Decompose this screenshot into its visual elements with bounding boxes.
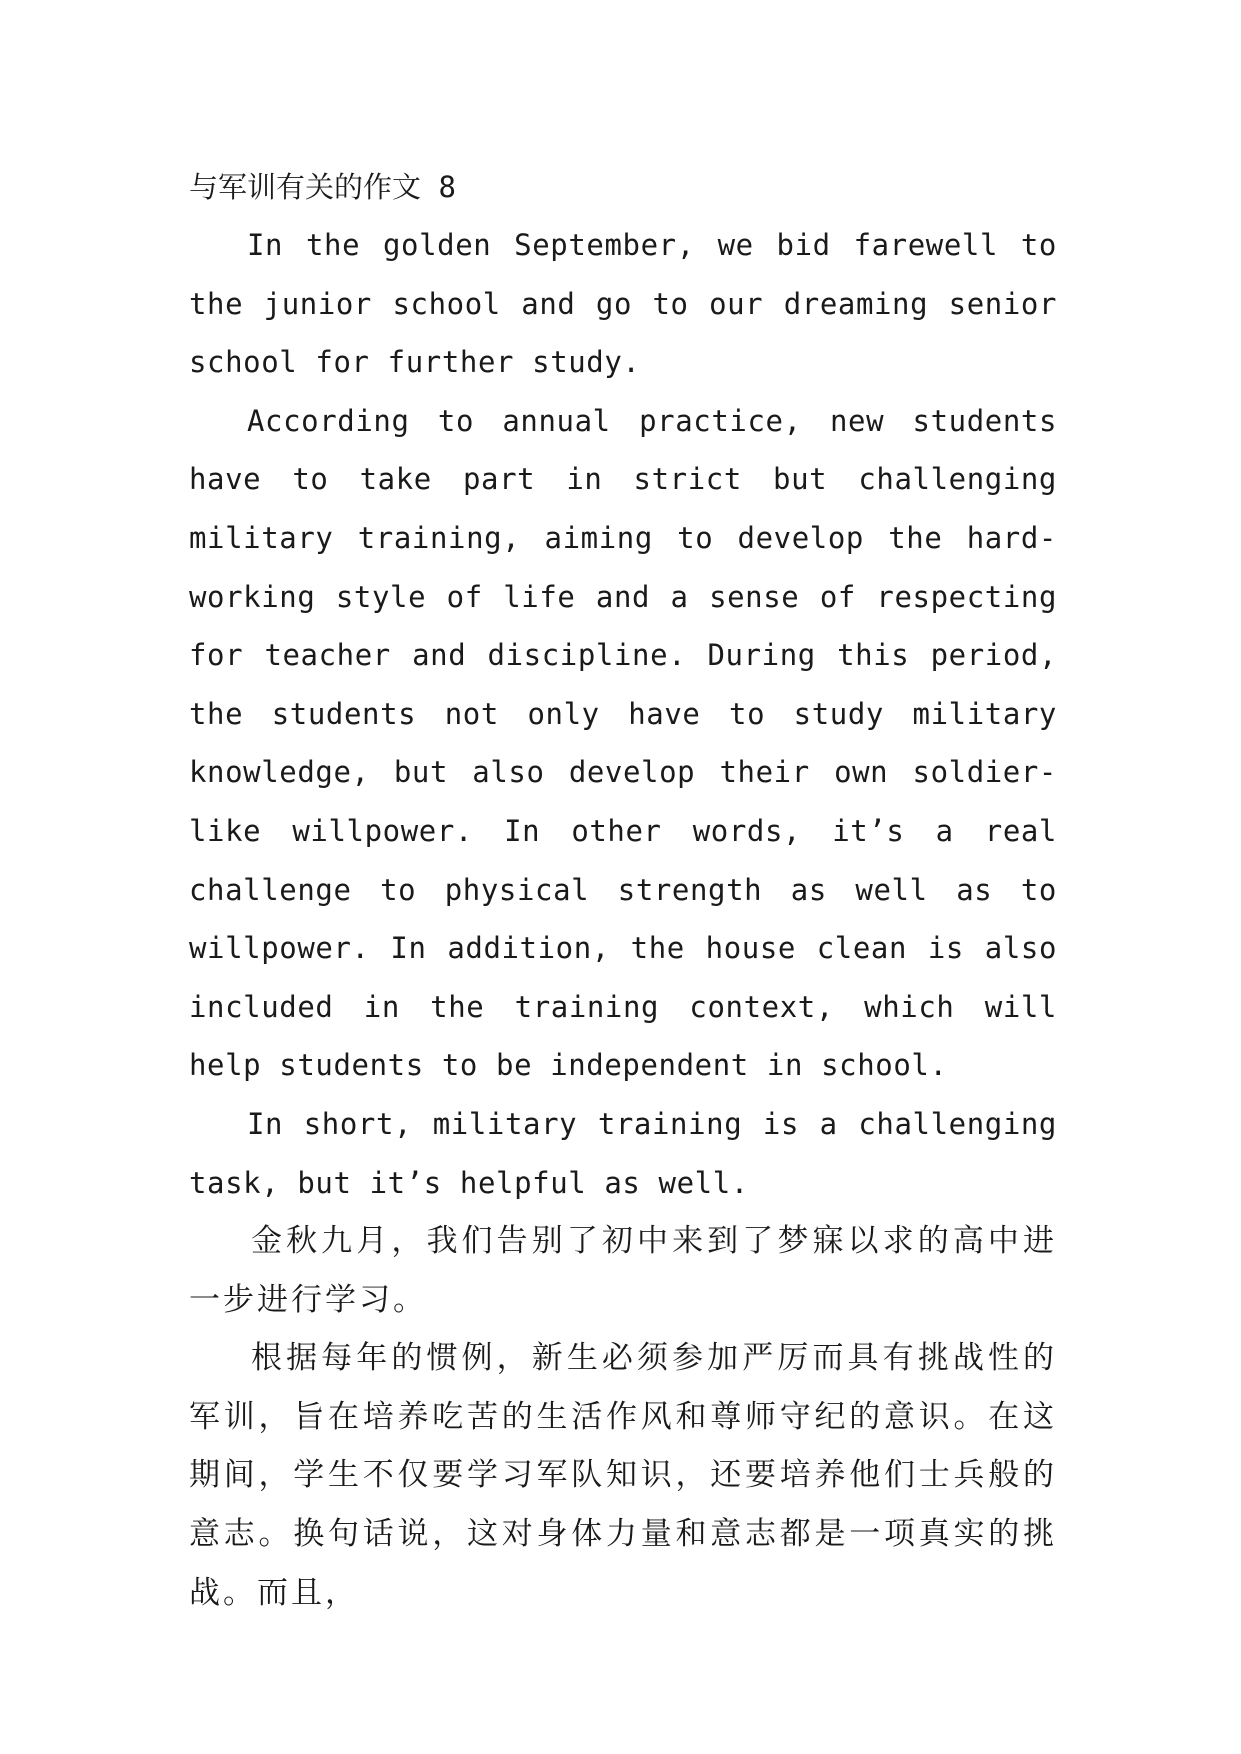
paragraph-zh-intro: 金秋九月，我们告别了初中来到了梦寐以求的高中进一步进行学习。: [189, 1223, 1057, 1318]
paragraph-en-conclusion: In short, military training is a challenging task, but it’s helpful as well.: [189, 1106, 1057, 1200]
paragraph-zh-body: 根据每年的惯例，新生必须参加严厉而具有挑战性的军训，旨在培养吃苦的生活作风和尊师守纪的意识。在这期间，学生不仅要学习军队知识，还要培养他们士兵般的意志。换句话说，这对身体力量和意志都是一项真实的挑战。而且，: [189, 1340, 1057, 1611]
essay-title: 与军训有关的作文 8: [189, 170, 456, 204]
paragraph-en-body: According to annual practice, new students have to take part in strict but challenging military training, aiming to develop the hard-working style of life and a sense of respecting for teacher and discipline. During this period, the students not only have to study military knowledge, but also develop their own soldier-like willpower. In other words, it’s a real challenge to physical strength as well as to willpower. In addition, the house clean is also included in the training context, which will help students to be independent in school.: [189, 403, 1057, 1083]
paragraph-en-intro: In the golden September, we bid farewell to the junior school and go to our dreaming senior school for further study.: [189, 228, 1057, 380]
essay-body: [189, 158, 1057, 1622]
